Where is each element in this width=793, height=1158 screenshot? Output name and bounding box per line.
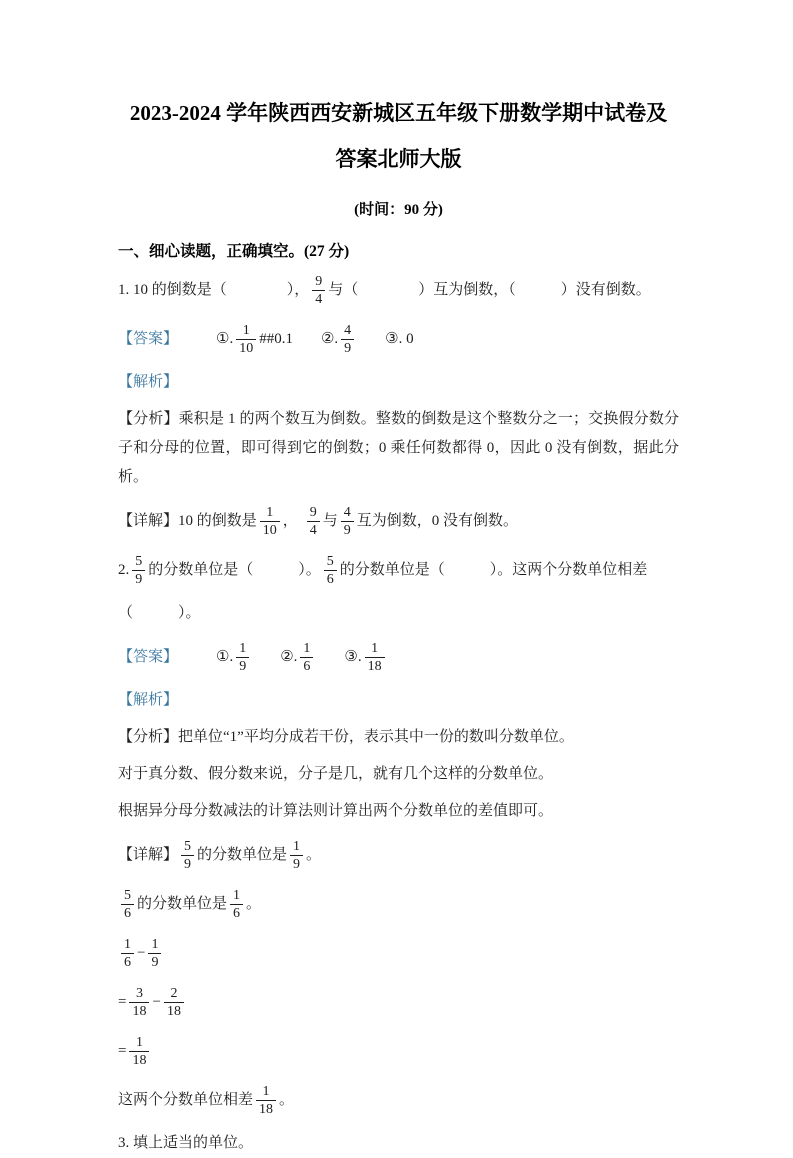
fraction-5-9: $\frac{5}{9}$ [181,839,194,872]
question-1-analysis: 【分析】乘积是 1 的两个数互为倒数。整数的倒数是这个整数分之一；交换假分数分子和分母的位置，即可得到它的倒数；0 乘任何数都得 0，因此 0 没有倒数，据此分析。 [118,411,679,485]
fraction-1-18: $\frac{1}{18}$ [256,1084,276,1117]
answer-item-2-marker: ②. [320,331,339,347]
fraction-1-10: $\frac{1}{10}$ [260,505,280,538]
question-1-text-mid: 与（ ）互为倒数，（ ）没有倒数。 [328,282,651,298]
answer-item-3-marker: ③. [344,649,362,665]
answer-label: 【答案】 [118,649,179,665]
minus-sign: − [137,945,146,961]
question-2-text-b: 的分数单位是（ ）。这两个分数单位相差 [339,562,648,578]
analysis-label: 【解析】 [118,692,179,708]
fraction-2-18: $\frac{2}{18}$ [164,986,184,1019]
detail-conclusion-text: 这两个分数单位相差 [118,1092,254,1108]
section-1-heading: 一、细心读题，正确填空。(27 分) [118,243,350,260]
fraction-3-18: $\frac{3}{18}$ [129,986,149,1019]
detail-text: 的分数单位是 [137,896,228,912]
detail-text: 的分数单位是 [197,847,288,863]
answer-item-1-alt: ##0.1 [259,331,293,347]
fraction-9-4: $\frac{9}{4}$ [312,274,325,307]
detail-text-comma: ， [282,513,298,529]
fraction-5-9: $\frac{5}{9}$ [132,554,145,587]
question-1-text-pre: 1. 10 的倒数是（ ）， [118,282,310,298]
fraction-4-9: $\frac{4}{9}$ [341,323,354,356]
answer-item-1-marker: ①. [216,649,234,665]
fraction-1-10: $\frac{1}{10}$ [236,323,256,356]
answer-item-3: ③. 0 [385,331,414,347]
question-2-stem [118,550,679,590]
detail-text-end: 。 [306,847,322,863]
question-1-analysis-label [118,368,679,397]
question-2-analysis-label [118,686,679,715]
fraction-1-6: $\frac{1}{6}$ [230,888,243,921]
title-line-1: 2023-2024 学年陕西西安新城区五年级下册数学期中试卷及 [129,101,668,125]
detail-conclusion-end: 。 [279,1092,295,1108]
question-2-text-a: 的分数单位是（ ）。 [148,562,321,578]
question-2-detail-line3 [118,933,679,973]
question-3-stem: 3. 填上适当的单位。 [118,1135,254,1151]
question-2-detail-line6 [118,1080,679,1120]
question-2-stem-line2: （ ）。 [118,605,201,621]
question-1-stem [118,270,679,310]
question-2-detail-line4 [118,982,679,1022]
detail-text-pre: 【详解】10 的倒数是 [118,513,257,529]
question-1-detail [118,501,679,541]
question-2-analysis-line2: 对于真分数、假分数来说，分子是几，就有几个这样的分数单位。 [118,766,554,782]
page-title [118,90,679,182]
question-2-answer [118,637,679,677]
answer-item-2-marker: ②. [280,649,298,665]
question-2-number: 2. [118,562,130,578]
fraction-1-9: $\frac{1}{9}$ [148,937,161,970]
equals-sign: = [118,1043,127,1059]
title-line-2: 答案北师大版 [335,147,462,171]
fraction-1-6: $\frac{1}{6}$ [121,937,134,970]
detail-text-end: 。 [246,896,262,912]
analysis-label: 【解析】 [118,374,179,390]
fraction-5-6: $\frac{5}{6}$ [121,888,134,921]
fraction-4-9: $\frac{4}{9}$ [341,505,354,538]
answer-item-1-marker: ①. [216,331,234,347]
fraction-5-6: $\frac{5}{6}$ [324,554,337,587]
fraction-1-9: $\frac{1}{9}$ [236,641,249,674]
question-2-analysis-line3: 根据异分母分数减法的计算法则计算出两个分数单位的差值即可。 [118,803,554,819]
detail-text-with: 与 [322,513,338,529]
fraction-1-18: $\frac{1}{18}$ [365,641,385,674]
minus-sign: − [152,994,161,1010]
fraction-1-18: $\frac{1}{18}$ [129,1035,149,1068]
fraction-9-4: $\frac{9}{4}$ [307,505,320,538]
question-2-detail-line2 [118,884,679,924]
question-2-analysis-line1: 【分析】把单位“1”平均分成若干份，表示其中一份的数叫分数单位。 [118,729,574,745]
fraction-1-6: $\frac{1}{6}$ [300,641,313,674]
question-2-detail-line5 [118,1031,679,1071]
equals-sign: = [118,994,127,1010]
detail-text-post: 互为倒数，0 没有倒数。 [356,513,519,529]
question-1-answer [118,319,679,359]
time-note: (时间：90 分) [354,202,443,218]
detail-label-text: 【详解】 [118,847,179,863]
fraction-1-9: $\frac{1}{9}$ [290,839,303,872]
answer-label: 【答案】 [118,331,179,347]
question-2-detail-line1 [118,835,679,875]
